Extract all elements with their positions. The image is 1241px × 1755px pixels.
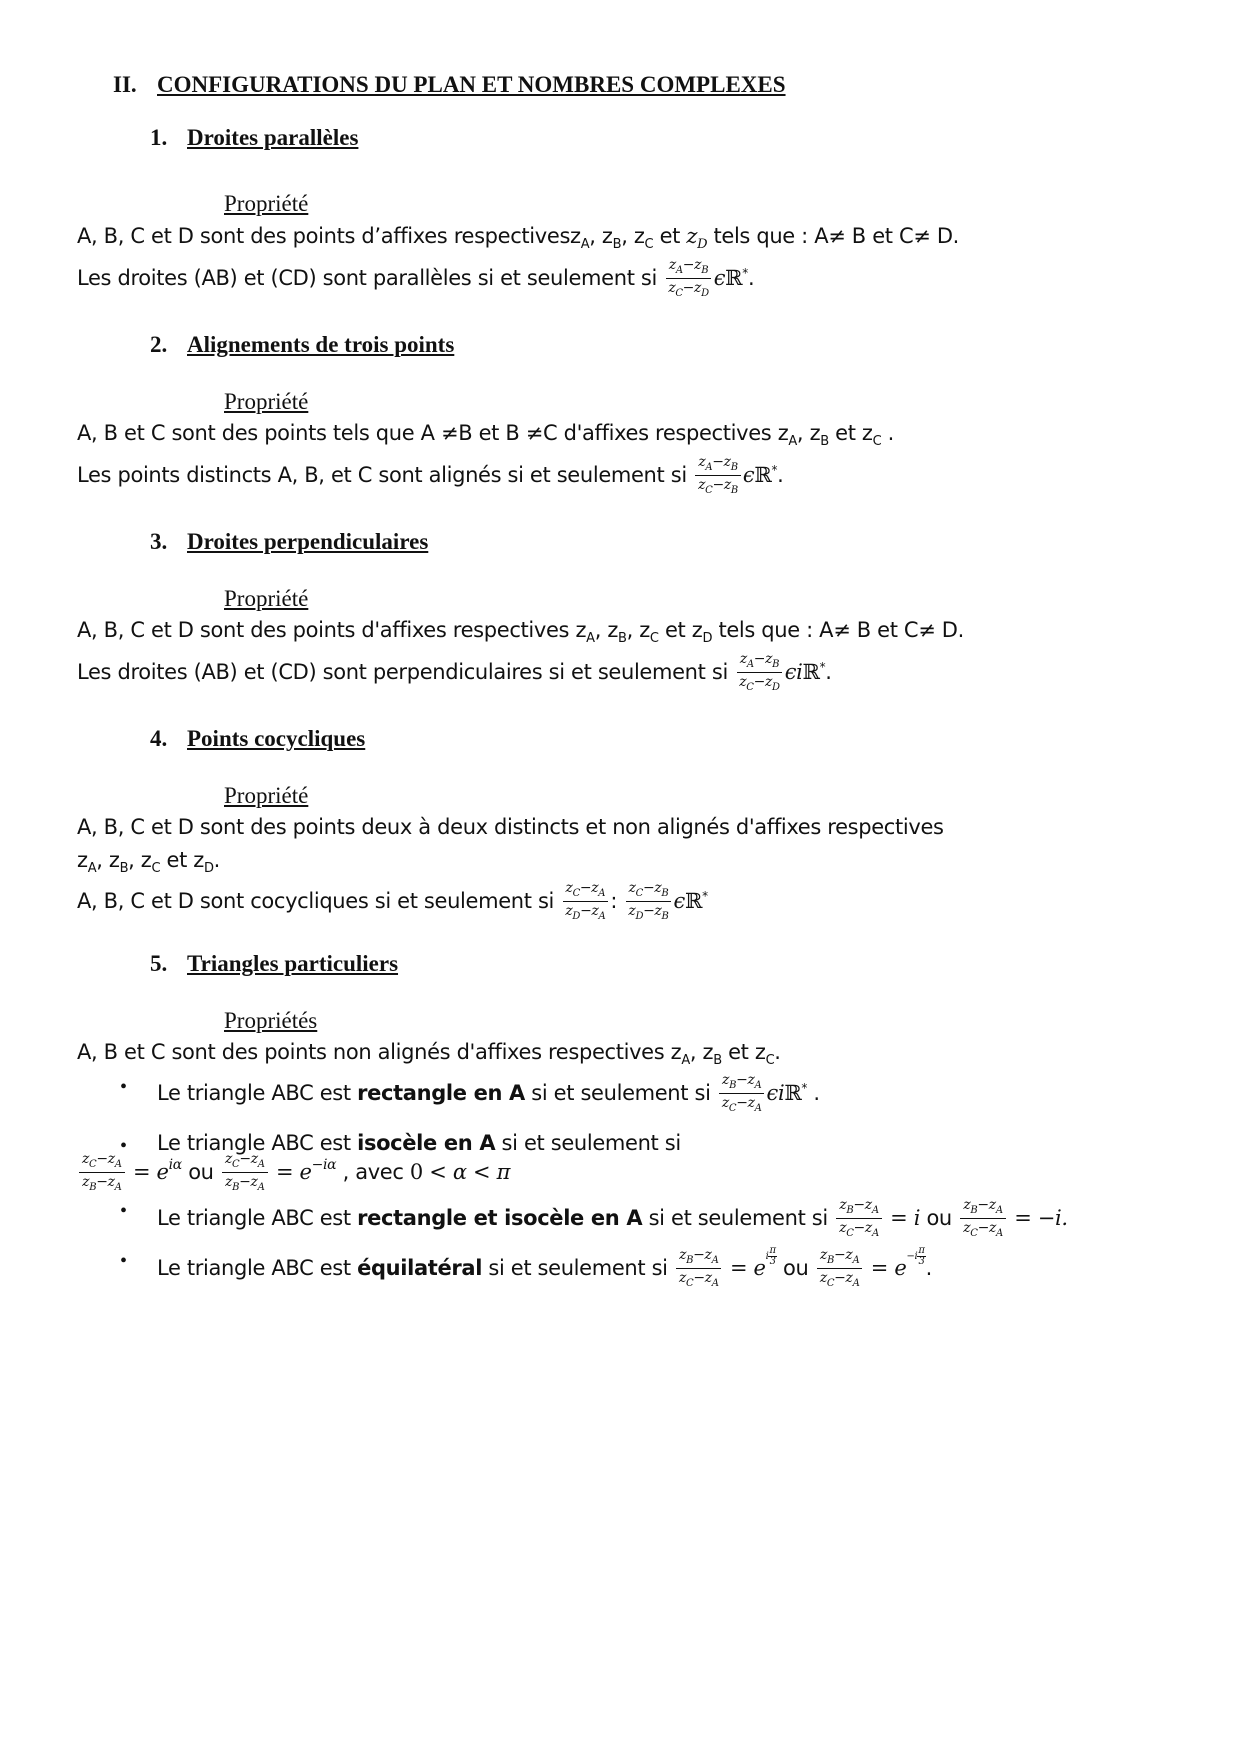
section-number: 4. xyxy=(150,726,168,751)
bold-run: rectangle et isocèle en A xyxy=(357,1205,643,1230)
bullet-dot: • xyxy=(120,1250,128,1272)
section-number: 5. xyxy=(150,951,168,976)
main-heading-text: CONFIGURATIONS DU PLAN ET NOMBRES COMPLEXES xyxy=(157,72,786,97)
bullet-dot: • xyxy=(120,1200,128,1222)
section-1-heading xyxy=(150,125,358,151)
section-number: 3. xyxy=(150,529,168,554)
section-2-heading xyxy=(150,332,454,358)
section-5-heading xyxy=(150,951,398,977)
section-number: 2. xyxy=(150,332,168,357)
main-heading xyxy=(113,72,786,98)
bullet-dot: • xyxy=(120,1135,128,1157)
section-title: Droites parallèles xyxy=(187,125,359,150)
text-run: tels que : A≠ B et C≠ D. xyxy=(713,224,960,248)
fraction: $\frac{z_A-z_B}{z_C-z_B}$ xyxy=(695,455,741,497)
section-4-line-1: A, B, C et D sont des points deux à deux distincts et non alignés d'affixes respectives xyxy=(77,815,944,839)
exponent: −i xyxy=(906,1250,918,1262)
fraction: $\frac{z_C-z_B}{z_D-z_B}$ xyxy=(625,881,671,923)
section-1-line-1: A, B, C et D sont des points d’affixes respectivesz$_A$, $z_B$, $z_C$ et $z_D$ tels que : A≠ B et C≠ D. xyxy=(77,224,960,252)
fraction: $\frac{z_B-z_A}{z_C-z_A}$ xyxy=(836,1198,882,1240)
bold-run: rectangle en A xyxy=(357,1080,525,1105)
bullet-3: Le triangle ABC est rectangle et isocèle en A si et seulement si $\frac{z_B-z_A}{z_C-z_A}$ = i ou $\frac{z_B-z_A}{z_C-z_A}$ = −i. xyxy=(157,1197,1068,1240)
text-run: A, B, C et D sont des points d'affixes respectives xyxy=(77,618,570,642)
text-run: Le triangle ABC est xyxy=(157,1080,351,1105)
property-label: Propriété xyxy=(224,783,309,808)
section-4-line-2: $z_A$, $z_B$, $z_C$ et $z_D$. xyxy=(77,848,220,876)
text-run: Les droites (AB) et (CD) sont perpendiculaires si et seulement si xyxy=(77,659,728,684)
text-run: A, B et C sont des points non alignés d'affixes respectives xyxy=(77,1040,665,1064)
bullet-dot: • xyxy=(120,1076,128,1098)
fraction: $\frac{z_C-z_A}{z_D-z_A}$ xyxy=(562,881,608,923)
section-2-line-2: Les points distincts A, B, et C sont alignés si et seulement si $\frac{z_A-z_B}{z_C-z_B}$ ϵℝ*. xyxy=(77,454,784,497)
property-label: Propriété xyxy=(224,191,309,216)
text-run: Le triangle ABC est xyxy=(157,1255,351,1280)
section-number: 1. xyxy=(150,125,168,150)
section-4-line-3: A, B, C et D sont cocycliques si et seulement si $\frac{z_C-z_A}{z_D-z_A}$ : $\frac{z_C-z_B}{z_D-z_B}$ ϵℝ* xyxy=(77,880,708,923)
bullet-2-formula: $\frac{z_C-z_A}{z_B-z_A}$ = $e^{i\alpha}$ ou $\frac{z_C-z_A}{z_B-z_A}$ = $e^{-i\alpha}$ , avec 0 < α < π xyxy=(77,1152,510,1194)
text-run: Le triangle ABC est xyxy=(157,1131,351,1155)
exponent: i xyxy=(765,1250,769,1262)
fraction: $\frac{z_C-z_A}{z_B-z_A}$ xyxy=(79,1152,125,1194)
property-label: Propriétés xyxy=(224,1008,318,1033)
text-run: si et seulement si xyxy=(501,1131,681,1155)
section-4-heading xyxy=(150,726,365,752)
property-label: Propriété xyxy=(224,586,309,611)
section-1-line-2: Les droites (AB) et (CD) sont parallèles si et seulement si $\frac{z_A-z_B}{z_C-z_D}$ ϵℝ*. xyxy=(77,257,755,300)
text-run: si et seulement si xyxy=(531,1080,711,1105)
text-run: ou xyxy=(926,1205,952,1230)
text-run: , avec xyxy=(342,1159,404,1184)
bullet-4: Le triangle ABC est équilatéral si et seulement si $\frac{z_B-z_A}{z_C-z_A}$ = e i $\frac{\pi}{3}$ ou $\frac{z_B-z_A}{z_C-z_A}$ = e −i $\frac{\pi}{3}$ . xyxy=(157,1245,932,1290)
section-title: Points cocycliques xyxy=(187,726,366,751)
text-run: A, B et C sont des points tels que A ≠B et B ≠C d'affixes respectives xyxy=(77,421,772,445)
text-run: ou xyxy=(783,1255,809,1280)
section-title: Alignements de trois points xyxy=(187,332,455,357)
fraction: $\frac{z_A-z_B}{z_C-z_D}$ xyxy=(736,652,782,694)
exponent-fraction: $\frac{\pi}{3}$ xyxy=(769,1245,776,1268)
text-run: A, B, C et D sont des points d’affixes respectives xyxy=(77,224,571,248)
text-run: Les points distincts A, B, et C sont alignés si et seulement si xyxy=(77,462,687,487)
text-run: ou xyxy=(188,1159,214,1184)
text-run: Le triangle ABC est xyxy=(157,1205,351,1230)
fraction: $\frac{z_A-z_B}{z_C-z_D}$ xyxy=(665,258,711,300)
section-3-line-1: A, B, C et D sont des points d'affixes respectives $z_A$, $z_B$, $z_C$ et $z_D$ tels que : A≠ B et C≠ D. xyxy=(77,618,964,646)
section-title: Triangles particuliers xyxy=(187,951,399,976)
section-2-line-1: A, B et C sont des points tels que A ≠B et B ≠C d'affixes respectives $z_A$, $z_B$ et $z_C$ . xyxy=(77,421,894,449)
text-run: Les droites (AB) et (CD) sont parallèles si et seulement si xyxy=(77,265,657,290)
section-title: Droites perpendiculaires xyxy=(187,529,429,554)
section-3-line-2: Les droites (AB) et (CD) sont perpendiculaires si et seulement si $\frac{z_A-z_B}{z_C-z_D}$ ϵiℝ*. xyxy=(77,651,832,694)
text-run: A, B, C et D sont cocycliques si et seulement si xyxy=(77,888,555,913)
text-run: si et seulement si xyxy=(648,1205,828,1230)
bold-run: isocèle en A xyxy=(357,1131,496,1155)
fraction: $\frac{z_C-z_A}{z_B-z_A}$ xyxy=(222,1152,268,1194)
fraction: $\frac{z_B-z_A}{z_C-z_A}$ xyxy=(719,1073,765,1115)
text-run: tels que : A≠ B et C≠ D. xyxy=(718,618,964,642)
fraction: $\frac{z_B-z_A}{z_C-z_A}$ xyxy=(817,1248,863,1290)
fraction: $\frac{z_B-z_A}{z_C-z_A}$ xyxy=(676,1248,722,1290)
section-3-heading xyxy=(150,529,428,555)
property-label: Propriété xyxy=(224,389,309,414)
main-heading-number: II. xyxy=(113,72,137,97)
section-5-line-1: A, B et C sont des points non alignés d'affixes respectives $z_A$, $z_B$ et $z_C$. xyxy=(77,1040,781,1068)
text-run: si et seulement si xyxy=(488,1255,668,1280)
exponent-fraction: $\frac{\pi}{3}$ xyxy=(918,1245,925,1268)
bullet-1: Le triangle ABC est rectangle en A si et seulement si $\frac{z_B-z_A}{z_C-z_A}$ ϵiℝ* . xyxy=(157,1072,820,1115)
bold-run: équilatéral xyxy=(357,1255,483,1280)
fraction: $\frac{z_B-z_A}{z_C-z_A}$ xyxy=(960,1198,1006,1240)
